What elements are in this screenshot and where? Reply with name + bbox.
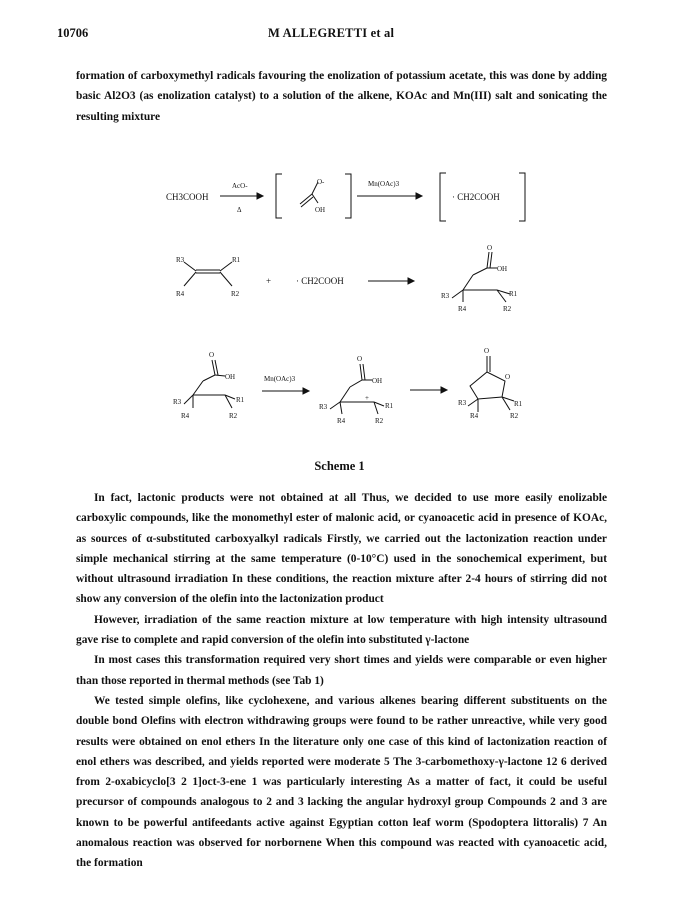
paragraph-intro: formation of carboxymethyl radicals favouring the enolization of potassium acetate, this was done by adding basic Al2O3 (as enolization catalyst) to a solution of the alkene, KOAc and Mn(III) salt and sonicating the resulting mixture bbox=[76, 70, 607, 123]
enolate-hydroxyl: OH bbox=[315, 206, 326, 214]
acid-hydroxyl: OH bbox=[225, 373, 236, 381]
alkene-r2: R2 bbox=[231, 290, 240, 298]
paragraph-lactonic-products: In fact, lactonic products were not obtained at all Thus, we decided to use more easily enolizable carboxylic compounds, like the monomethyl ester of malonic acid, or cyanoacetic acid in presence of KOAc, as sources of α-substituted carboxyalkyl radicals Firstly, we carried out the lactonization reaction under simple mechanical stirring at the same temperature (0-10°C) used in the sonochemical experiment, but without ultrasound irradiation In these conditions, the reaction mixture after 2-4 hours of stirring did not show any conversion of the olefin into the lactonization product bbox=[76, 492, 607, 606]
reactant-acetic-acid: CH3COOH bbox=[166, 192, 209, 202]
reagent-mn-oac-3: Mn(OAc)3 bbox=[264, 375, 296, 383]
acid-r4: R4 bbox=[181, 412, 190, 420]
reagent-manganese-acetate: Mn(OAc)3 bbox=[368, 180, 400, 188]
acid-r3: R3 bbox=[173, 398, 182, 406]
paragraph-irradiation: However, irradiation of the same reaction mixture at low temperature with high intensity ultrasound gave rise to complete and rapid conversion of the olefin into substituted γ-lactone bbox=[76, 613, 607, 647]
alkene-r3: R3 bbox=[176, 256, 185, 264]
cation-charge: + bbox=[365, 394, 369, 402]
cation-r1: R1 bbox=[385, 402, 394, 410]
lactone-r2: R2 bbox=[510, 412, 519, 420]
bracket-left-2 bbox=[440, 173, 446, 221]
arrow-2-head bbox=[416, 193, 422, 199]
product-r1: R1 bbox=[509, 290, 518, 298]
lactone-r3: R3 bbox=[458, 399, 467, 407]
cation-r3: R3 bbox=[319, 403, 328, 411]
page-number: 10706 bbox=[57, 26, 89, 40]
alkene-r1: R1 bbox=[232, 256, 241, 264]
heat-symbol: Δ bbox=[237, 206, 242, 214]
bracket-right-1 bbox=[345, 174, 351, 218]
cation-r4: R4 bbox=[337, 417, 346, 425]
cation-oxygen: O bbox=[357, 355, 363, 363]
product-r2: R2 bbox=[503, 305, 512, 313]
scheme-1-figure bbox=[0, 150, 679, 470]
paragraph-olefins: We tested simple olefins, like cyclohexene, and various alkenes bearing different substituents on the double bond Olefins with electron withdrawing groups were found to be rather unreactive, while very good results were obtained on enol ethers In the literature only one case of this kind of lactonization reaction of enol ethers was described, and yields reported were moderate 5 The 3-carbomethoxy-γ-lactone 12 6 derived from 2-oxabicyclo[3 2 1]oct-3-ene 1 was particularly interesting As a matter of fact, it could be useful precursor of compounds analogous to 2 and 3 lacking the angular hydroxyl group Compounds 2 and 3 are known to be powerful antifeedants active against Egyptian cotton leaf worm (Spodoptera littoralis) 7 An anomalous reaction was observed for norbornene When this compound was reacted with cyanoacetic acid, the formation bbox=[76, 694, 607, 870]
scheme-caption: Scheme 1 bbox=[314, 459, 365, 473]
acid-r1: R1 bbox=[236, 396, 245, 404]
enolate-oxygen: O- bbox=[317, 178, 325, 186]
lactone-r4: R4 bbox=[470, 412, 479, 420]
radical-reagent: · CH2COOH bbox=[296, 276, 344, 286]
body-paragraphs bbox=[76, 488, 607, 874]
bracket-right-2 bbox=[519, 173, 525, 221]
running-header-authors: M ALLEGRETTI et al bbox=[268, 26, 395, 40]
lactone-r1: R1 bbox=[514, 400, 523, 408]
product-oxygen: O bbox=[487, 244, 493, 252]
alkene-r4: R4 bbox=[176, 290, 185, 298]
cation-r2: R2 bbox=[375, 417, 384, 425]
acid-oxygen: O bbox=[209, 351, 215, 359]
paragraph-short-times: In most cases this transformation required very short times and yields were comparable or even higher than those reported in thermal methods (see Tab 1) bbox=[76, 654, 607, 687]
acid-r2: R2 bbox=[229, 412, 238, 420]
product-r4: R4 bbox=[458, 305, 467, 313]
lactone-ring-oxygen: O bbox=[505, 373, 511, 381]
arrow-1-head bbox=[257, 193, 263, 199]
product-hydroxyl: OH bbox=[497, 265, 508, 273]
lactone-carbonyl-oxygen: O bbox=[484, 347, 490, 355]
product-r3: R3 bbox=[441, 292, 450, 300]
plus-sign: + bbox=[266, 276, 272, 286]
carboxymethyl-radical: · CH2COOH bbox=[452, 192, 500, 202]
cation-hydroxyl: OH bbox=[372, 377, 383, 385]
reagent-acetate: AcO- bbox=[232, 182, 248, 190]
bracket-left-1 bbox=[276, 174, 282, 218]
